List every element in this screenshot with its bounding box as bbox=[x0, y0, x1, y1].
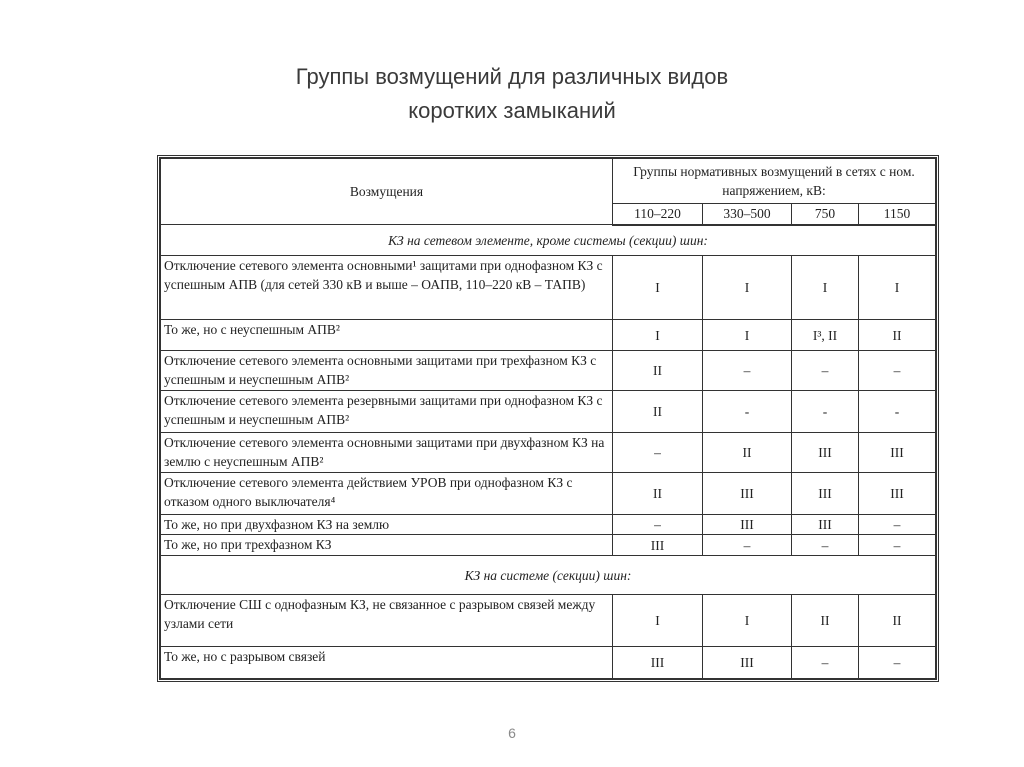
disturbance-groups-table bbox=[157, 155, 939, 682]
group-value: – bbox=[613, 515, 703, 535]
table-row bbox=[161, 391, 936, 433]
disturbance-description: То же, но при трехфазном КЗ bbox=[161, 535, 613, 556]
group-value: III bbox=[613, 535, 703, 556]
group-value: I bbox=[792, 256, 859, 320]
group-value: III bbox=[703, 473, 792, 515]
disturbance-description: Отключение сетевого элемента резервными защитами при однофазном КЗ с успешным и неуспешным АПВ² bbox=[161, 391, 613, 433]
group-value: III bbox=[859, 473, 936, 515]
table-row bbox=[161, 256, 936, 320]
disturbance-description: Отключение сетевого элемента основными защитами при трехфазном КЗ с успешным и неуспешным АПВ² bbox=[161, 351, 613, 391]
group-value: I bbox=[613, 595, 703, 647]
group-value: III bbox=[792, 515, 859, 535]
slide-title bbox=[0, 60, 1024, 128]
group-value: – bbox=[703, 535, 792, 556]
group-value: – bbox=[859, 647, 936, 679]
group-value: I bbox=[859, 256, 936, 320]
group-value: II bbox=[792, 595, 859, 647]
disturbance-description: Отключение сетевого элемента основными¹ защитами при однофазном КЗ с успешным АПВ (для сетей 330 кВ и выше – ОАПВ, 110–220 кВ – ТАПВ) bbox=[161, 256, 613, 320]
group-value: III bbox=[613, 647, 703, 679]
page-number: 6 bbox=[508, 725, 516, 741]
group-value: - bbox=[703, 391, 792, 433]
group-value: III bbox=[792, 473, 859, 515]
table-row bbox=[161, 473, 936, 515]
disturbance-description: Отключение сетевого элемента основными защитами при двухфазном КЗ на землю с неуспешным АПВ² bbox=[161, 433, 613, 473]
group-value: III bbox=[859, 433, 936, 473]
table-row bbox=[161, 535, 936, 556]
group-value: – bbox=[859, 515, 936, 535]
table-row bbox=[161, 647, 936, 679]
table-row bbox=[161, 595, 936, 647]
title-line-2: коротких замыканий bbox=[408, 98, 616, 123]
disturbance-description: Отключение СШ с однофазным КЗ, не связанное с разрывом связей между узлами сети bbox=[161, 595, 613, 647]
group-value: III bbox=[703, 515, 792, 535]
disturbance-description: То же, но с разрывом связей bbox=[161, 647, 613, 679]
section-row bbox=[161, 225, 936, 256]
group-value: – bbox=[703, 351, 792, 391]
group-value: – bbox=[792, 647, 859, 679]
group-value: – bbox=[792, 535, 859, 556]
header-voltage: 330–500 bbox=[703, 204, 792, 225]
group-value: II bbox=[859, 595, 936, 647]
group-value: - bbox=[859, 391, 936, 433]
group-value: – bbox=[859, 535, 936, 556]
group-value: I bbox=[703, 256, 792, 320]
table-row bbox=[161, 351, 936, 391]
group-value: II bbox=[613, 391, 703, 433]
header-voltage: 1150 bbox=[859, 204, 936, 225]
group-value: II bbox=[613, 351, 703, 391]
header-voltage: 110–220 bbox=[613, 204, 703, 225]
group-value: I³, II bbox=[792, 320, 859, 351]
table-row bbox=[161, 433, 936, 473]
group-value: I bbox=[703, 595, 792, 647]
group-value: I bbox=[703, 320, 792, 351]
group-value: II bbox=[859, 320, 936, 351]
group-value: – bbox=[613, 433, 703, 473]
group-value: – bbox=[792, 351, 859, 391]
header-voltage: 750 bbox=[792, 204, 859, 225]
group-value: III bbox=[703, 647, 792, 679]
section-row bbox=[161, 556, 936, 595]
group-value: I bbox=[613, 320, 703, 351]
section-title: КЗ на сетевом элементе, кроме системы (секции) шин: bbox=[161, 225, 936, 256]
group-value: - bbox=[792, 391, 859, 433]
disturbance-description: Отключение сетевого элемента действием УРОВ при однофазном КЗ с отказом одного выключателя⁴ bbox=[161, 473, 613, 515]
title-line-1: Группы возмущений для различных видов bbox=[295, 64, 729, 89]
table-row bbox=[161, 515, 936, 535]
header-groups: Группы нормативных возмущений в сетях с ном. напряжением, кВ: bbox=[613, 159, 936, 204]
disturbance-description: То же, но при двухфазном КЗ на землю bbox=[161, 515, 613, 535]
group-value: II bbox=[703, 433, 792, 473]
disturbance-description: То же, но с неуспешным АПВ² bbox=[161, 320, 613, 351]
table-row bbox=[161, 320, 936, 351]
section-title: КЗ на системе (секции) шин: bbox=[161, 556, 936, 595]
group-value: I bbox=[613, 256, 703, 320]
group-value: – bbox=[859, 351, 936, 391]
group-value: III bbox=[792, 433, 859, 473]
group-value: II bbox=[613, 473, 703, 515]
header-disturbance: Возмущения bbox=[161, 159, 613, 225]
